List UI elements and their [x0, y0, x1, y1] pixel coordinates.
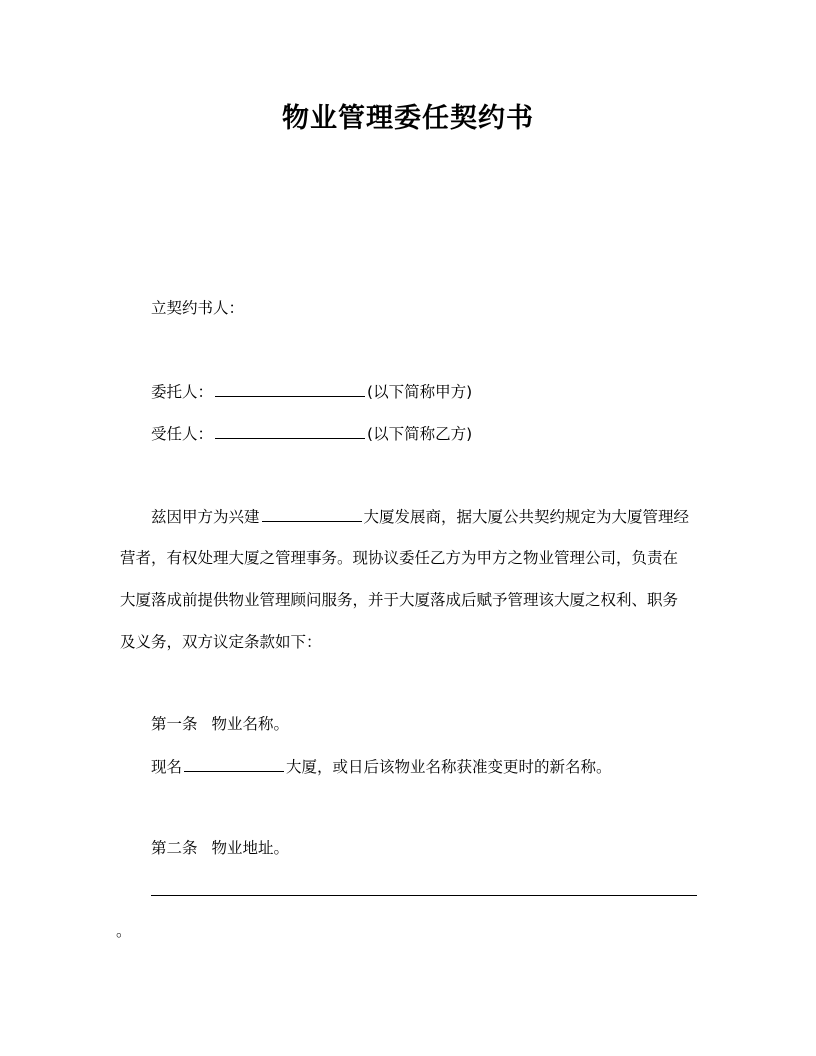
- building-name-blank[interactable]: [262, 505, 362, 522]
- agent-label: 受任人：: [151, 425, 214, 443]
- principal-name-blank[interactable]: [215, 380, 365, 397]
- article1-title: 物业名称。: [211, 715, 290, 733]
- preamble-line-1: [151, 505, 689, 528]
- article2-trailing-mark: 。: [116, 922, 132, 940]
- principal-suffix: (以下简称甲方): [367, 383, 473, 401]
- agent-line: [151, 422, 472, 445]
- article1-body-suffix: 大厦，或日后该物业名称获准变更时的新名称。: [286, 758, 612, 776]
- preamble-part2: 大厦发展商，据大厦公共契约规定为大厦管理经: [363, 508, 690, 526]
- page-title: 物业管理委任契约书: [282, 103, 534, 134]
- principal-label: 委托人：: [151, 383, 214, 401]
- property-name-blank[interactable]: [184, 755, 284, 772]
- article1-heading: [151, 713, 289, 735]
- preamble-line-2: 营者，有权处理大厦之管理事务。现协议委任乙方为甲方之物业管理公司，负责在: [120, 549, 679, 567]
- agent-name-blank[interactable]: [215, 422, 365, 439]
- preamble-line-3: 大厦落成前提供物业管理顾问服务，并于大厦落成后赋予管理该大厦之权利、职务: [120, 591, 679, 609]
- address-blank-line[interactable]: [151, 880, 697, 896]
- article1-number: 第一条: [151, 715, 198, 733]
- agent-suffix: (以下简称乙方): [367, 425, 473, 443]
- article2-number: 第二条: [151, 839, 198, 857]
- preamble-part1: 兹因甲方为兴建: [151, 508, 260, 526]
- article1-body: [151, 755, 612, 778]
- principal-line: [151, 380, 472, 403]
- preamble-line-4: 及义务，双方议定条款如下：: [120, 633, 322, 651]
- article2-heading: [151, 837, 289, 859]
- article1-body-prefix: 现名: [151, 758, 183, 776]
- parties-heading: 立契约书人：: [151, 299, 245, 317]
- article2-title: 物业地址。: [211, 839, 290, 857]
